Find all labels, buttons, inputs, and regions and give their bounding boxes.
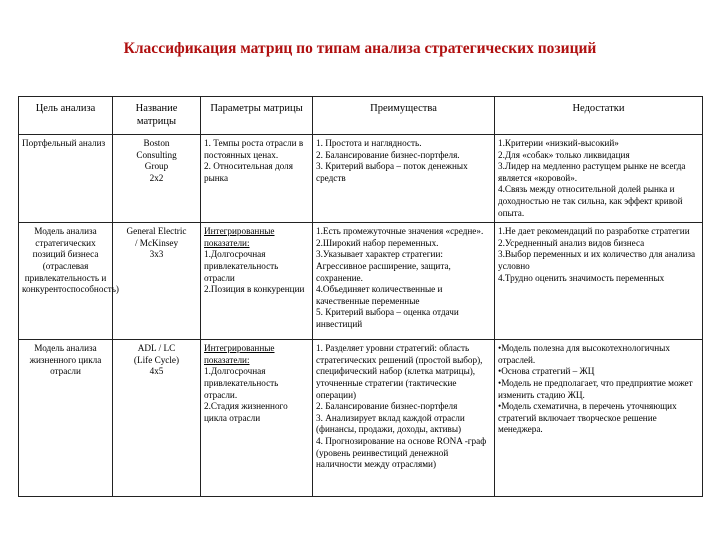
param-item: 2.Позиция в конкуренции xyxy=(204,284,305,295)
param-item: 1.Долгосрочная привлекательность отрасли. xyxy=(204,366,279,400)
advantage-item: 1. Разделяет уровни стратегий: область стратегических решений (простой выбор), специфический набор (клетка матрицы), уточненные стратегии (тактические операции) xyxy=(316,343,483,400)
disadvantage-item: 2.Усредненный анализ видов бизнеса xyxy=(498,237,645,248)
disadvantage-item: 2.Для «собак» только ликвидация xyxy=(498,149,630,160)
advantage-item: 4. Прогнозирование на основе RONA -граф (уровень реинвестиций денежной наличности между отраслями) xyxy=(316,435,487,470)
disadvantage-item: 3.Лидер на медленно растущем рынке не всегда является «коровой». xyxy=(498,161,686,183)
matrix-line: 2х2 xyxy=(149,172,164,183)
param-item: 2. Относительная доля рынка xyxy=(204,161,293,183)
cell-matrix xyxy=(113,135,201,223)
cell-disadvantages xyxy=(495,223,703,340)
advantage-item: 3. Критерий выбора – поток денежных средств xyxy=(316,161,468,183)
disadvantage-item: 3.Выбор переменных и их количество для анализа условно xyxy=(498,249,696,271)
disadvantage-item: •Модель не предполагает, что предприятие может изменить стадию ЖЦ. xyxy=(498,377,693,400)
cell-disadvantages xyxy=(495,135,703,223)
param-item: 1. Темпы роста отрасли в постоянных ценах. xyxy=(204,138,304,160)
advantage-item: 4.Объединяет количественные и качественные переменные xyxy=(316,284,443,306)
table-row xyxy=(19,340,703,497)
param-item: 2.Стадия жизненного цикла отрасли xyxy=(204,401,288,423)
cell-parameters xyxy=(201,223,313,340)
param-item: 1.Долгосрочная привлекательность отрасли xyxy=(204,249,279,283)
classification-table xyxy=(18,96,703,497)
matrix-line: (Life Cycle) xyxy=(133,354,180,365)
header-goal: Цель анализа xyxy=(19,97,113,135)
advantage-item: 2. Балансирование бизнес-портфеля. xyxy=(316,149,460,160)
matrix-line: Group xyxy=(144,161,169,172)
cell-goal: Модель анализа стратегических позиций бизнеса (отраслевая привлекательность и конкурентоспособность) xyxy=(19,223,113,340)
matrix-line: Consulting xyxy=(136,149,177,160)
matrix-line: 4х5 xyxy=(149,366,164,377)
matrix-line: 3х3 xyxy=(149,249,164,260)
advantage-item: 1.Есть промежуточные значения «средне». xyxy=(316,226,484,237)
cell-goal: Модель анализа жизненного цикла отрасли xyxy=(19,340,113,497)
cell-parameters xyxy=(201,340,313,497)
cell-matrix xyxy=(113,340,201,497)
header-matrix-name: Название матрицы xyxy=(113,97,201,135)
matrix-line: ADL / LC xyxy=(137,343,176,354)
disadvantage-item: •Основа стратегий – ЖЦ xyxy=(498,366,595,377)
advantage-item: 5. Критерий выбора – оценка отдачи инвестиций xyxy=(316,307,459,329)
disadvantage-item: 4.Трудно оценить значимость переменных xyxy=(498,272,665,283)
cell-advantages xyxy=(313,340,495,497)
advantage-item: 3. Анализирует вклад каждой отрасли (финансы, продажи, доходы, активы) xyxy=(316,412,465,435)
matrix-line: General Electric xyxy=(126,226,187,237)
table-row xyxy=(19,135,703,223)
page-title: Классификация матриц по типам анализа стратегических позиций xyxy=(123,40,597,57)
matrix-line: Boston xyxy=(143,138,170,148)
cell-goal: Портфельный анализ xyxy=(19,135,113,223)
header-advantages: Преимущества xyxy=(313,97,495,135)
cell-parameters xyxy=(201,135,313,223)
header-parameters: Параметры матрицы xyxy=(201,97,313,135)
advantage-item: 3.Указывает характер стратегии: Агрессивное расширение, защита, сохранение. xyxy=(316,249,451,283)
advantage-item: 1. Простота и наглядность. xyxy=(316,138,422,148)
table-header-row xyxy=(19,97,703,135)
cell-matrix xyxy=(113,223,201,340)
disadvantage-item: •Модель полезна для высокотехнологичных отраслей. xyxy=(498,343,670,365)
header-disadvantages: Недостатки xyxy=(495,97,703,135)
param-title: Интегрированные показатели: xyxy=(204,343,275,365)
advantage-item: 2.Широкий набор переменных. xyxy=(316,237,439,248)
disadvantage-item: •Модель схематична, в перечень уточняющих стратегий включает творческое решение менеджера. xyxy=(498,401,677,435)
matrix-line: / McKinsey xyxy=(134,237,179,248)
cell-advantages xyxy=(313,223,495,340)
param-title: Интегрированные показатели: xyxy=(204,226,275,248)
cell-disadvantages xyxy=(495,340,703,497)
advantage-item: 2. Балансирование бизнес-портфеля xyxy=(316,401,458,412)
disadvantage-item: 1.Не дает рекомендаций по разработке стратегии xyxy=(498,226,690,237)
cell-advantages xyxy=(313,135,495,223)
disadvantage-item: 4.Связь между относительной долей рынка и доходностью не так сильна, как эффект кривой опыта. xyxy=(498,184,683,218)
disadvantage-item: 1.Критерии «низкий-высокий» xyxy=(498,138,619,148)
table-row xyxy=(19,223,703,340)
